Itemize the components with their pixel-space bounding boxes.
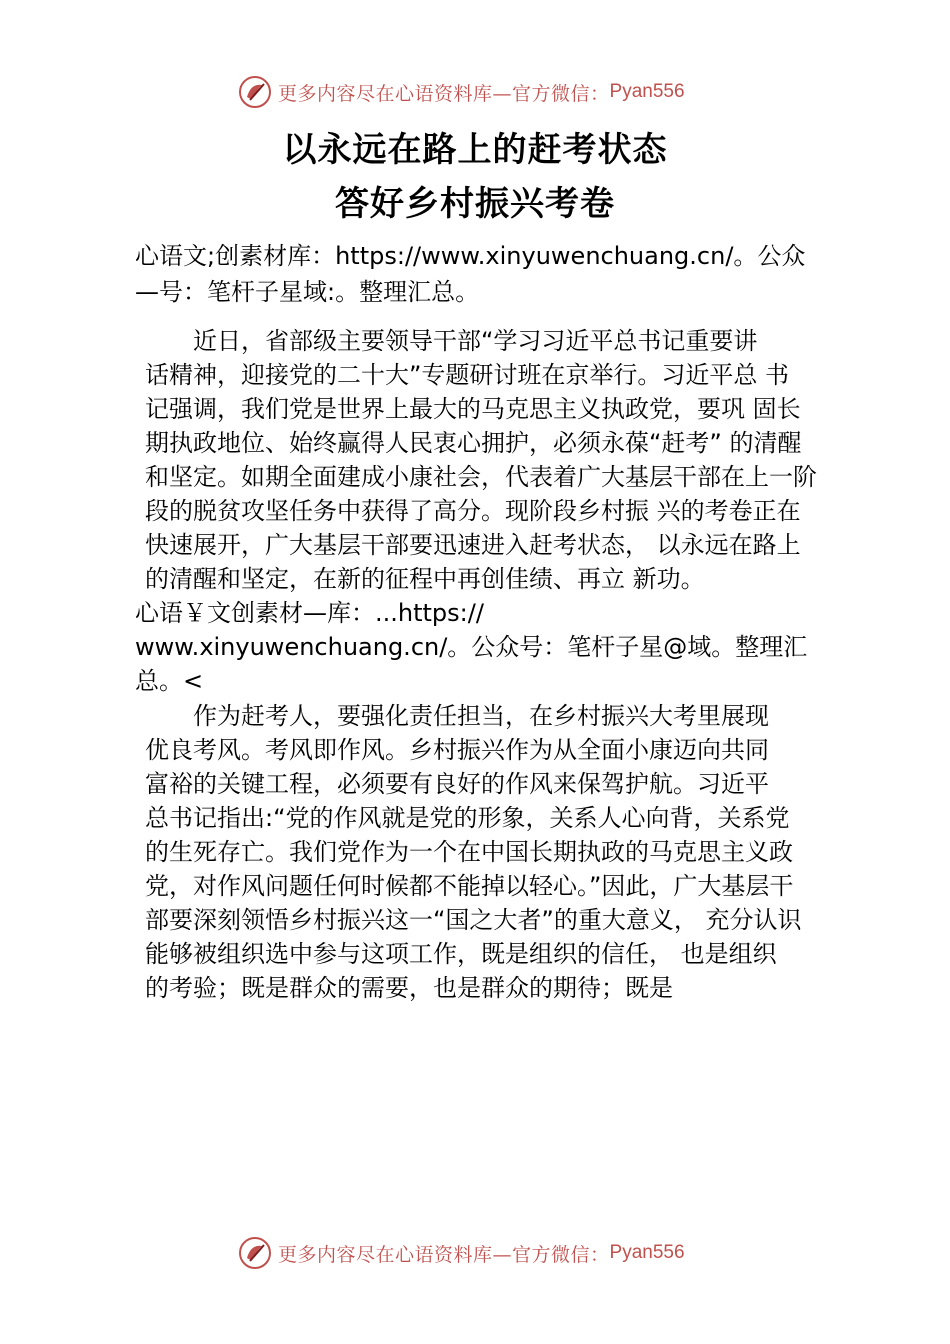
paragraph-line: 记强调，我们党是世界上最大的马克思主义执政党，要巩 固长 <box>145 395 801 423</box>
header-banner <box>238 74 685 110</box>
source-note-line: www.xinyuwenchuang.cn/。公众号：笔杆子星@域。整理汇 <box>135 633 808 661</box>
paragraph-line: 话精神，迎接党的二十大”专题研讨班在京举行。习近平总 书 <box>145 361 790 389</box>
brand-logo-icon <box>238 75 272 109</box>
paragraph-line: 能够被组织选中参与这项工作，既是组织的信任， 也是组织 <box>145 940 777 968</box>
footer-banner <box>238 1235 685 1271</box>
banner-text: 更多内容尽在心语资料库—官方微信： <box>278 82 610 105</box>
source-note-line: 总。< <box>135 667 204 695</box>
paragraph-line: 段的脱贫攻坚任务中获得了高分。现阶段乡村振 兴的考卷正在 <box>145 497 801 525</box>
banner-wechat-id: Pyan556 <box>609 1242 685 1263</box>
brand-logo-icon <box>238 1236 272 1270</box>
source-note-line: 心语￥文创素材—库：...https:// <box>135 599 484 627</box>
page-title-line-1: 以永远在路上的赶考状态 <box>282 130 668 170</box>
paragraph-line: 优良考风。考风即作风。乡村振兴作为从全面小康迈向共同 <box>145 736 769 764</box>
paragraph-line: 总书记指出:“党的作风就是党的形象，关系人心向背，关系党 <box>145 804 790 832</box>
page-title-line-2: 答好乡村振兴考卷 <box>335 184 615 224</box>
paragraph-line: 的清醒和坚定，在新的征程中再创佳绩、再立 新功。 <box>145 565 705 593</box>
header-note-line: 心语文;创素材库：https://www.xinyuwenchuang.cn/。公众 <box>135 242 806 270</box>
paragraph-line: 快速展开，广大基层干部要迅速进入赶考状态， 以永远在路上 <box>145 531 801 559</box>
paragraph-line: 作为赶考人，要强化责任担当，在乡村振兴大考里展现 <box>145 702 769 730</box>
paragraph-line: 部要深刻领悟乡村振兴这一“国之大者”的重大意义， 充分认识 <box>145 906 802 934</box>
paragraph-line: 富裕的关键工程，必须要有良好的作风来保驾护航。习近平 <box>145 770 769 798</box>
paragraph-line: 近日，省部级主要领导干部“学习习近平总书记重要讲 <box>145 327 758 355</box>
paragraph-line: 期执政地位、始终赢得人民衷心拥护，必须永葆“赶考” 的清醒 <box>145 429 802 457</box>
header-note-line: —号：笔杆子星域:。整理汇总。 <box>135 278 480 306</box>
paragraph-line: 和坚定。如期全面建成小康社会，代表着广大基层干部在上一阶 <box>145 463 817 491</box>
paragraph-line: 党，对作风问题任何时候都不能掉以轻心。”因此，广大基层干 <box>145 872 794 900</box>
paragraph-line: 的生死存亡。我们党作为一个在中国长期执政的马克思主义政 <box>145 838 793 866</box>
paragraph-line: 的考验；既是群众的需要，也是群众的期待；既是 <box>145 974 673 1002</box>
banner-text: 更多内容尽在心语资料库—官方微信： <box>278 1243 610 1266</box>
banner-wechat-id: Pyan556 <box>609 81 685 102</box>
